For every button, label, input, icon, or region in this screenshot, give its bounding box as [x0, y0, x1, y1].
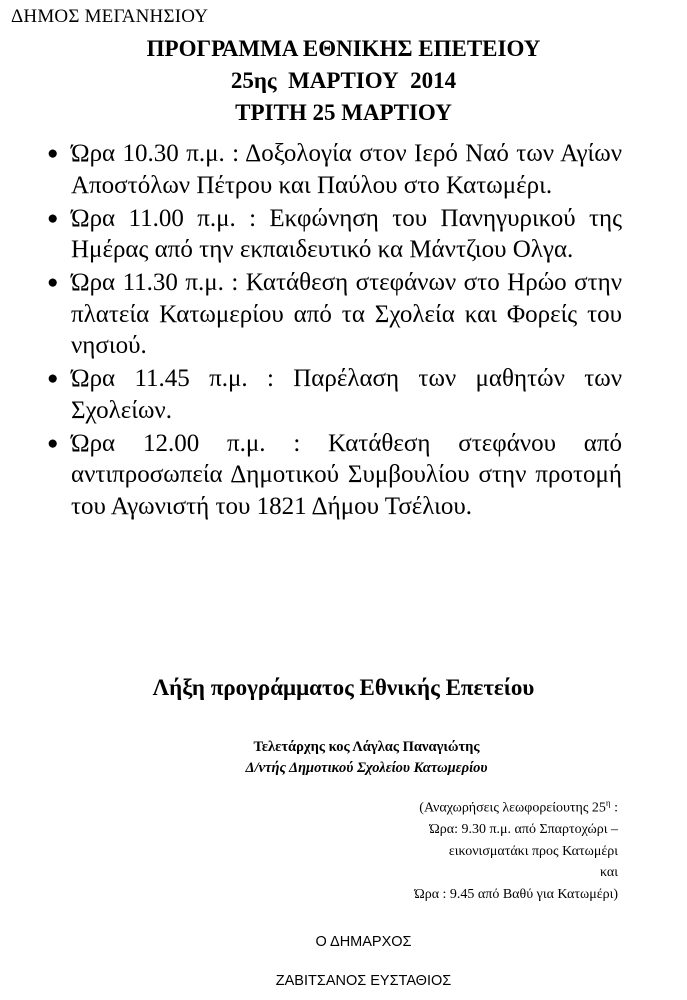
- schedule-item: [47, 363, 622, 426]
- schedule-item: [47, 203, 622, 266]
- signatory-role: Δ/ντής Δημοτικού Σχολείου Κατωμερίου: [245, 760, 488, 776]
- bullet-icon: ●: [47, 368, 59, 389]
- schedule-item-text: Ώρα 11.45 π.μ. : Παρέλαση των μαθητών των Σχολείων.: [71, 365, 622, 424]
- program-date: 25ης ΜΑΡΤΙΟΥ 2014: [230, 68, 457, 93]
- bus-note-line: Ώρα: 9.30 π.μ. από Σπαρτοχώρι –: [429, 822, 618, 838]
- signatory-name: Τελετάρχης κος Λάγλας Παναγιώτης: [253, 739, 480, 755]
- title-block: [0, 33, 687, 129]
- municipality-header: ΔΗΜΟΣ ΜΕΓΑΝΗΣΙΟΥ: [11, 6, 209, 27]
- schedule-item-text: Ώρα 11.00 π.μ. : Εκφώνηση του Πανηγυρικού της Ημέρας από την εκπαιδευτικό κα Μάντζιου Ολγα.: [71, 204, 622, 263]
- schedule-item-text: Ώρα 11.30 π.μ. : Κατάθεση στεφάνων στο Ηρώο στην πλατεία Κατωμερίου από τα Σχολεία και Φορείς του νησιού.: [71, 269, 622, 359]
- schedule-item-text: Ώρα 10.30 π.μ. : Δοξολογία στον Ιερό Ναό των Αγίων Αποστόλων Πέτρου και Παύλου στο Κατωμέρι.: [71, 140, 622, 199]
- signatory-block: [0, 737, 687, 779]
- schedule-item-text: Ώρα 12.00 π.μ. : Κατάθεση στεφάνου από αντιπροσωπεία Δημοτικού Συμβουλίου στην προτομή του Αγωνιστή του 1821 Δήμου Τσέλιου.: [71, 429, 622, 520]
- bullet-icon: ●: [47, 432, 59, 454]
- bullet-icon: ●: [47, 207, 59, 229]
- schedule-list: [47, 138, 622, 524]
- schedule-item: [47, 428, 622, 523]
- program-day: ΤΡΙΤΗ 25 ΜΑΡΤΙΟΥ: [235, 100, 452, 125]
- schedule-item: [47, 138, 622, 201]
- bullet-icon: ●: [47, 272, 59, 293]
- mayor-title: Ο ΔΗΜΑΡΧΟΣ: [315, 934, 412, 950]
- program-title: ΠΡΟΓΡΑΜΜΑ ΕΘΝΙΚΗΣ ΕΠΕΤΕΙΟΥ: [146, 36, 541, 61]
- bus-note-line: εικονισματάκι προς Κατωμέρι: [448, 843, 618, 859]
- bus-note-line: και: [599, 865, 618, 881]
- bullet-icon: ●: [47, 143, 59, 164]
- bus-departures-note: [348, 793, 618, 905]
- mayor-name: ΖΑΒΙΤΣΑΝΟΣ ΕΥΣΤΑΘΙΟΣ: [275, 973, 452, 989]
- schedule-item: [47, 267, 622, 362]
- bus-note-line: Ώρα : 9.45 από Βαθύ για Κατωμέρι): [414, 886, 618, 902]
- closing-heading: Λήξη προγράμματος Εθνικής Επετείου: [152, 675, 535, 700]
- bus-note-line: (Αναχωρήσεις λεωφορείουτης $25^\eta$ :: [419, 798, 618, 816]
